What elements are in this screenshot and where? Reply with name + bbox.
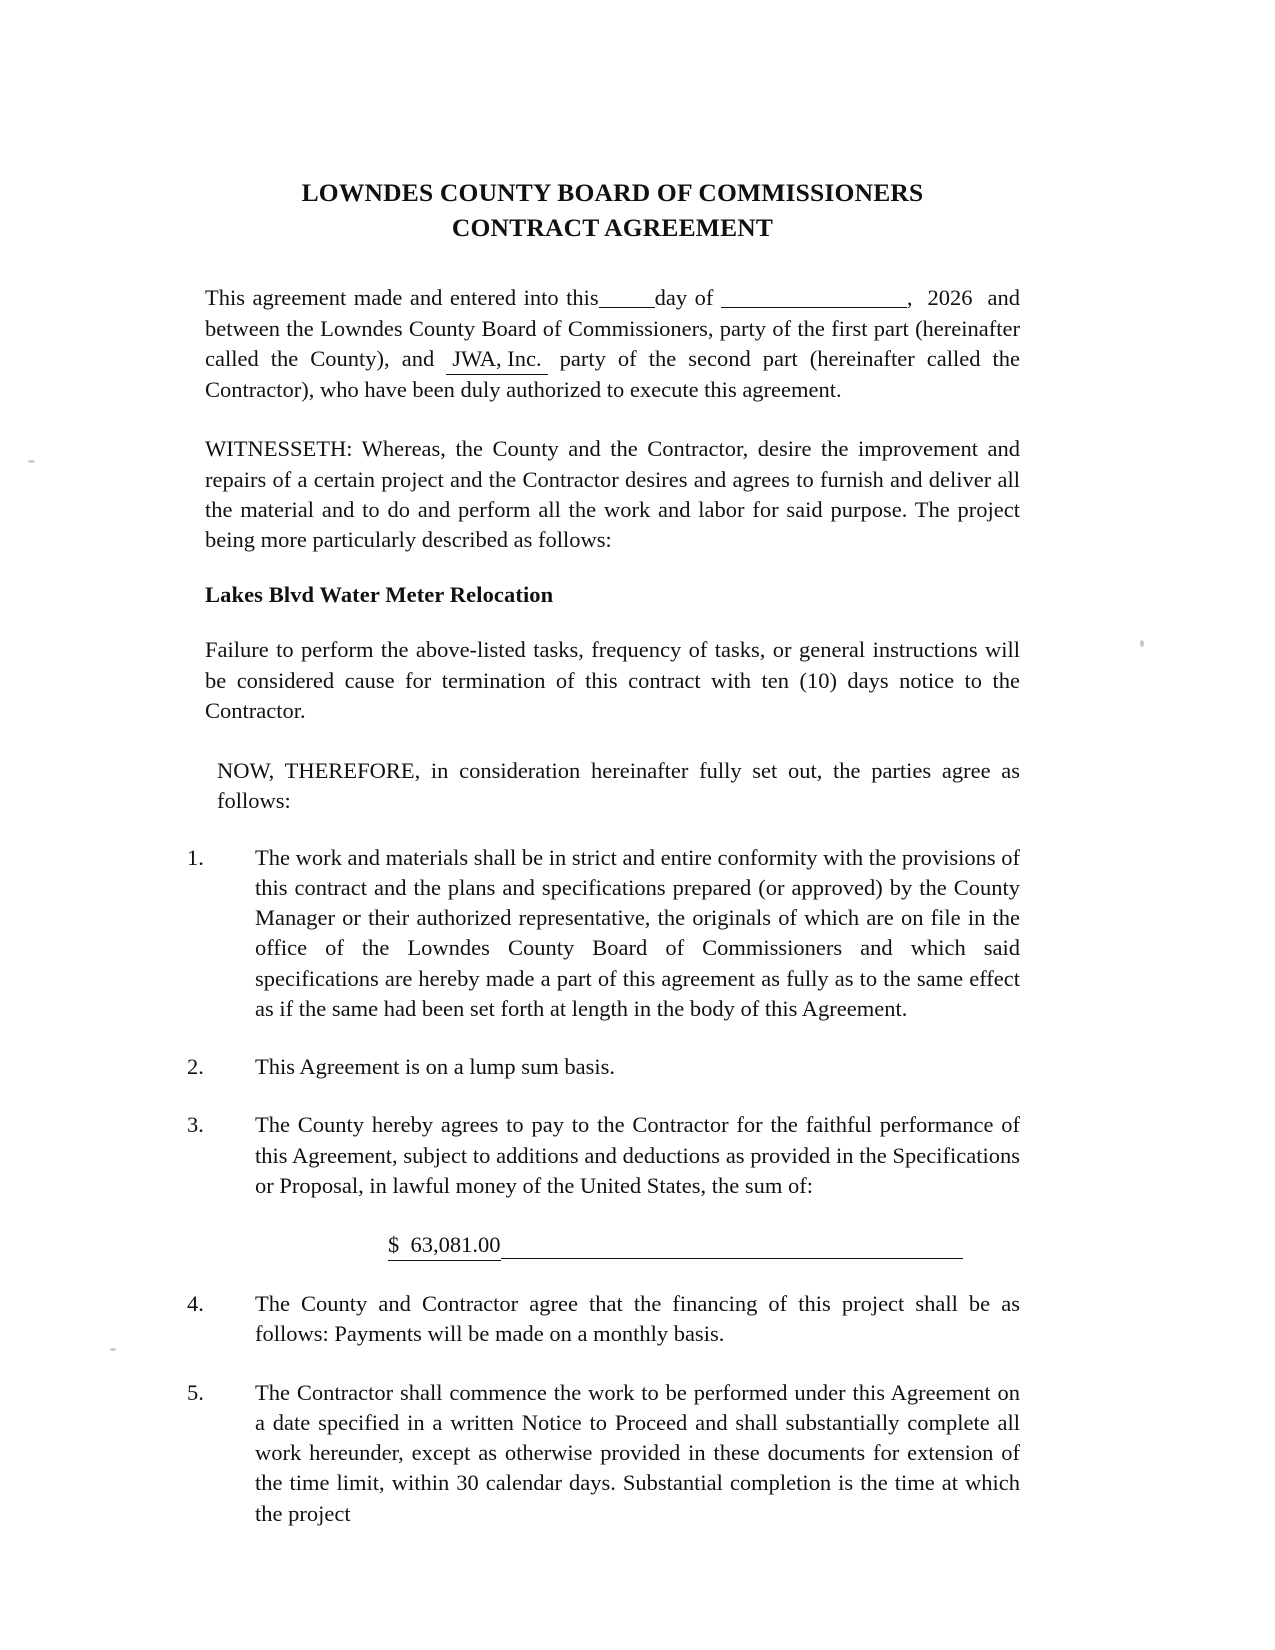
now-therefore-paragraph: NOW, THEREFORE, in consideration hereinafter fully set out, the parties agree as follows: bbox=[217, 758, 1020, 814]
intro-paragraph bbox=[205, 283, 1020, 405]
failure-clause-paragraph: Failure to perform the above-listed tasks, frequency of tasks, or general instructions will be considered cause for termination of this contract with ten (10) days notice to the Contractor. bbox=[205, 637, 1020, 723]
document-body bbox=[187, 175, 1021, 1529]
title-line-1: LOWNDES COUNTY BOARD OF COMMISSIONERS bbox=[301, 178, 924, 207]
clause-text-1: The work and materials shall be in strict and entire conformity with the provisions of this contract and the plans and specifications prepared (or approved) by the County Manager or their authorized representative, the originals of which are on file in the office of the Lowndes County Board of Commissioners and which said specifications are hereby made a part of this agreement as fully as to the same effect as if the same had been set forth at length in the body of this Agreement. bbox=[255, 844, 1020, 1021]
clause-text-3: The County hereby agrees to pay to the Contractor for the faithful performance of this Agreement, subject to additions and deductions as provided in the Specifications or Proposal, in lawful money of the United States, the sum of: bbox=[255, 1112, 1020, 1198]
clause-item-5 bbox=[187, 1378, 1020, 1529]
contract-amount-rule bbox=[501, 1257, 963, 1259]
intro-part-1: This agreement made and entered into this bbox=[205, 285, 599, 311]
clause-text-2: This Agreement is on a lump sum basis. bbox=[255, 1054, 615, 1080]
intro-part-3: , bbox=[906, 285, 913, 311]
witnesseth-paragraph: WITNESSETH: Whereas, the County and the Contractor, desire the improvement and repairs of a certain project and the Contractor desires and agrees to furnish and deliver all the material and to do and perform all the work and labor for said purpose. The project being more particularly described as follows: bbox=[205, 436, 1020, 553]
contract-amount-field[interactable]: $ 63,081.00 bbox=[388, 1231, 501, 1261]
scan-speck bbox=[28, 460, 35, 463]
title-line-2: CONTRACT AGREEMENT bbox=[451, 213, 774, 243]
clause-item-1 bbox=[187, 843, 1020, 1025]
day-blank-field[interactable] bbox=[599, 307, 655, 308]
intro-part-5: party of the second part (hereinafter called the Contractor), who have been duly authorized to execute this agreement. bbox=[205, 345, 1020, 403]
clause-number-4: 4. bbox=[187, 1291, 204, 1317]
intro-part-4: and between the Lowndes County Board of Commissioners, party of the first part (hereinafter called the County), and bbox=[205, 285, 1021, 371]
clause-text-5: The Contractor shall commence the work to be performed under this Agreement on a date specified in a written Notice to Proceed and shall substantially complete all work hereunder, except as otherwise provided in these documents for extension of the time limit, within 30 calendar days. Substantial completion is the time at which the project bbox=[255, 1379, 1020, 1526]
scan-speck bbox=[1140, 640, 1144, 647]
clause-number-2: 2. bbox=[187, 1054, 204, 1080]
clause-item-4 bbox=[187, 1289, 1020, 1350]
clause-item-2 bbox=[187, 1052, 1020, 1082]
clause-text-4: The County and Contractor agree that the financing of this project shall be as follows: Payments will be made on a monthly basis. bbox=[255, 1291, 1020, 1347]
page-title bbox=[205, 175, 1020, 245]
contract-amount-row bbox=[255, 1231, 1020, 1261]
clause-number-5: 5. bbox=[187, 1379, 204, 1405]
clause-item-3 bbox=[187, 1110, 1020, 1261]
scan-speck bbox=[110, 1348, 116, 1351]
agreement-year: 2026 bbox=[927, 285, 973, 311]
clause-number-3: 3. bbox=[187, 1112, 204, 1138]
intro-part-2: day of bbox=[654, 285, 714, 311]
numbered-clause-list bbox=[187, 843, 1020, 1529]
month-blank-field[interactable] bbox=[721, 307, 907, 308]
project-title: Lakes Blvd Water Meter Relocation bbox=[205, 582, 554, 608]
clause-number-1: 1. bbox=[187, 844, 204, 870]
contractor-name-field[interactable]: JWA, Inc. bbox=[446, 344, 547, 375]
